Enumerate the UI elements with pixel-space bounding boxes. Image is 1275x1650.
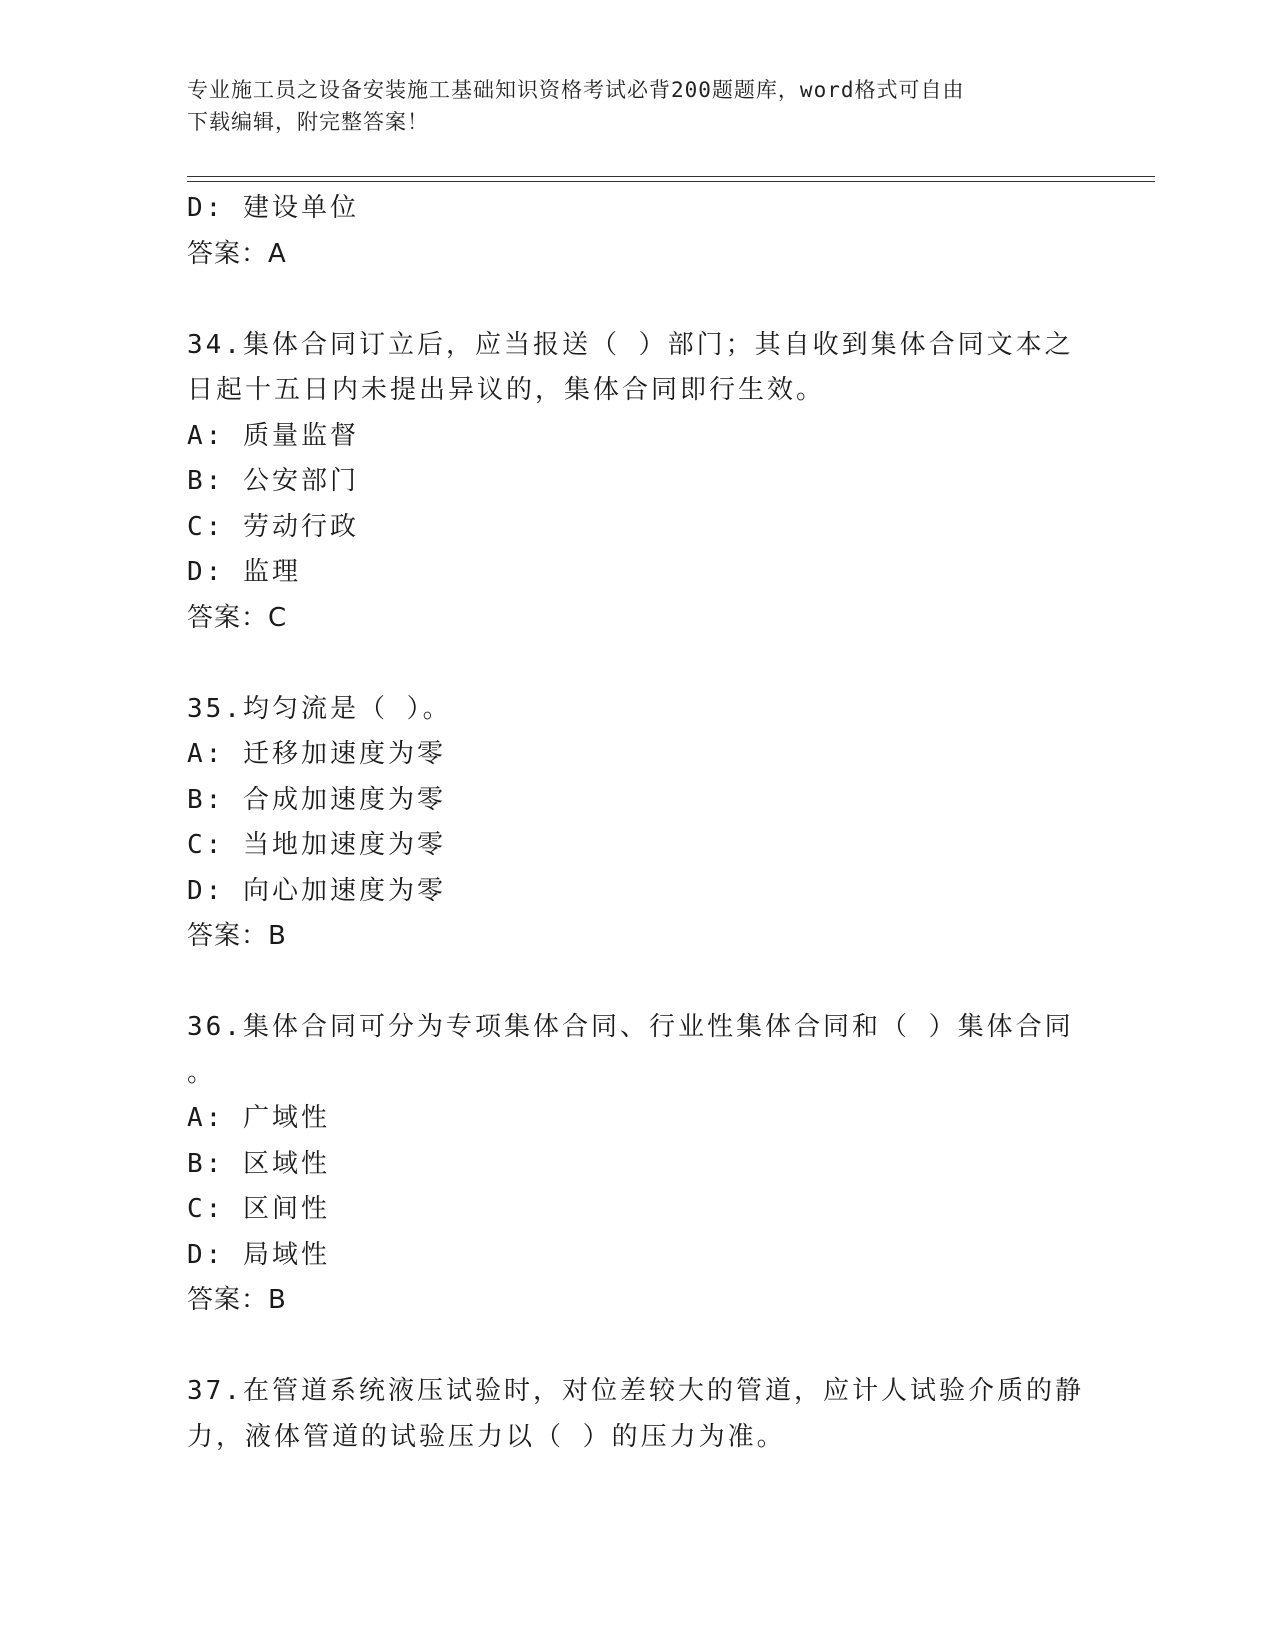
question-list: [187, 186, 1087, 1460]
question-gap: [187, 641, 1087, 687]
question-gap: [187, 1324, 1087, 1370]
header-line-1: 专业施工员之设备安装施工基础知识资格考试必背200题题库，word格式可自由: [187, 78, 965, 102]
answer-line: 答案：A: [187, 238, 287, 269]
header-line-2: 下载编辑，附完整答案！: [187, 110, 429, 134]
question-34-option-c: C: 劳动行政: [187, 511, 359, 542]
question-34-answer: 答案：C: [187, 602, 288, 633]
question-36-option-b: B: 区域性: [187, 1148, 330, 1179]
question-36-stem-line-1: 36.集体合同可分为专项集体合同、行业性集体合同和（ ）集体合同: [187, 1012, 1074, 1042]
question-34-stem-line-1: 34.集体合同订立后，应当报送（ ）部门；其自收到集体合同文本之: [187, 329, 1074, 360]
question-35-answer: 答案：B: [187, 921, 287, 951]
header-divider-bottom: [187, 181, 1155, 182]
option-d: D: 建设单位: [187, 193, 359, 223]
question-35-option-b: B: 合成加速度为零: [187, 784, 446, 815]
question-35-stem-line-1: 35.均匀流是（ ）。: [187, 693, 452, 724]
document-header: [187, 74, 1067, 138]
question-34-stem-line-2: 日起十五日内未提出异议的，集体合同即行生效。: [187, 375, 826, 405]
question-34-option-a: A: 质量监督: [187, 420, 359, 451]
question-35-option-a: A: 迁移加速度为零: [187, 739, 446, 769]
question-34-option-d: D: 监理: [187, 557, 301, 587]
question-36-option-c: C: 区间性: [187, 1194, 330, 1224]
question-gap: [187, 277, 1087, 323]
question-36-answer: 答案：B: [187, 1285, 287, 1315]
question-34-option-b: B: 公安部门: [187, 466, 359, 496]
question-36-option-d: D: 局域性: [187, 1239, 330, 1270]
question-35-option-c: C: 当地加速度为零: [187, 830, 446, 860]
question-37-stem-line-2: 力，液体管道的试验压力以（ ）的压力为准。: [187, 1421, 786, 1452]
question-36-option-a: A: 广域性: [187, 1103, 330, 1133]
question-36-stem-line-2: 。: [187, 1057, 217, 1088]
header-divider-top: [187, 176, 1155, 177]
question-gap: [187, 960, 1087, 1006]
question-35-option-d: D: 向心加速度为零: [187, 875, 446, 906]
question-37-stem-line-1: 37.在管道系统液压试验时，对位差较大的管道，应计人试验介质的静: [187, 1376, 1084, 1406]
